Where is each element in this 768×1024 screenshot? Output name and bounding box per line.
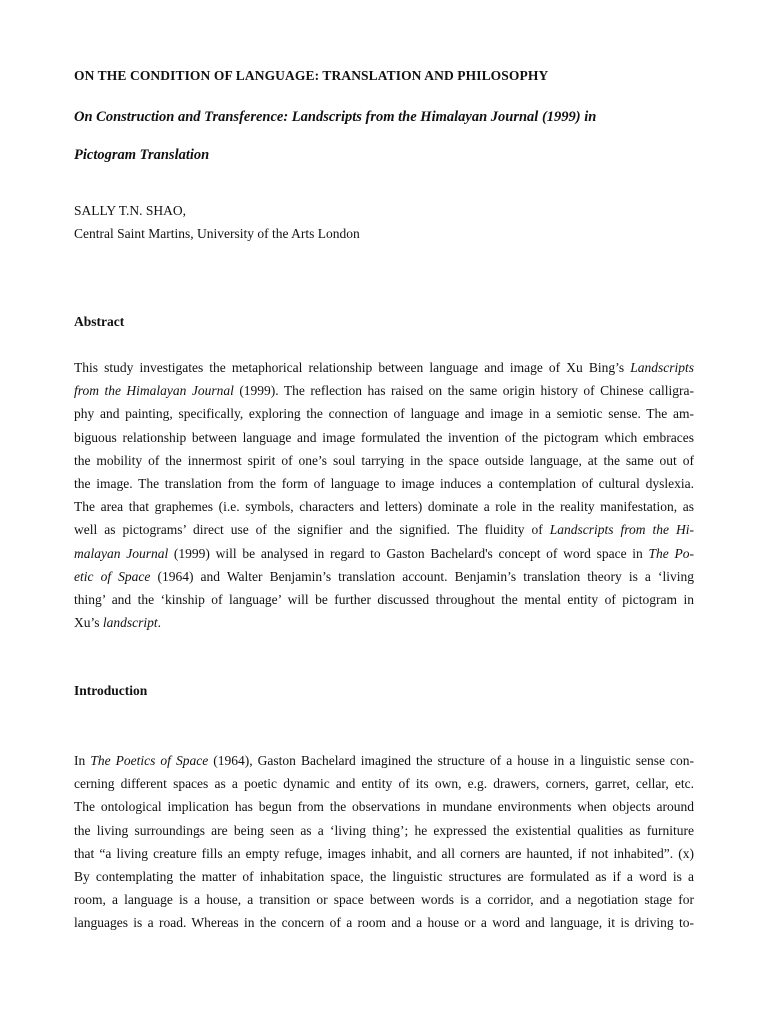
abstract-line: the mobility of the innermost spirit of one’s soul tarrying in the space outside language, at the same out of — [74, 452, 694, 468]
abstract-paragraph — [74, 356, 694, 634]
author-block — [74, 199, 360, 245]
intro-line: room, a language is a house, a transition or space between words is a corridor, and a negotiation stage for — [74, 892, 694, 908]
intro-line: the living surroundings are being seen as a ‘living thing’; he expressed the existential qualities as furniture — [74, 822, 694, 838]
abstract-line: This study investigates the metaphorical relationship between language and image of Xu Bing’s Landscripts — [74, 360, 694, 375]
intro-line: languages is a road. Whereas in the concern of a room and a house or a word and language, it is driving to- — [74, 915, 694, 931]
abstract-line: biguous relationship between language and image formulated the invention of the pictogram which embraces — [74, 429, 694, 445]
abstract-line: malayan Journal (1999) will be analysed in regard to Gaston Bachelard's concept of word space in The Po- — [74, 545, 694, 561]
abstract-line: from the Himalayan Journal (1999). The reflection has raised on the same origin history of Chinese calligra- — [74, 383, 694, 399]
paper-subtitle — [74, 98, 694, 174]
subtitle-line-1: On Construction and Transference: Landscripts from the Himalayan Journal (1999) in — [74, 109, 597, 125]
abstract-line: The area that graphemes (i.e. symbols, characters and letters) dominate a role in the reality manifestation, as — [74, 499, 694, 515]
intro-line: that “a living creature fills an empty refuge, images inhabit, and all corners are haunted, if not inhabited”. (x) — [74, 845, 694, 861]
subtitle-line-2: Pictogram Translation — [74, 147, 210, 163]
intro-line: By contemplating the matter of inhabitation space, the linguistic structures are formulated as if a word is a — [74, 869, 694, 885]
introduction-heading: Introduction — [74, 683, 148, 698]
abstract-line: thing’ and the ‘kinship of language’ will be further discussed throughout the mental entity of pictogram in — [74, 592, 694, 608]
abstract-line: the image. The translation from the form of language to image induces a contemplation of cultural dyslexia. — [74, 476, 694, 492]
section-title: ON THE CONDITION OF LANGUAGE: TRANSLATION AND PHILOSOPHY — [74, 68, 549, 83]
intro-line: cerning different spaces as a poetic dynamic and entity of its own, e.g. drawers, corners, garret, cellar, etc. — [74, 776, 694, 792]
introduction-paragraph — [74, 749, 694, 935]
abstract-heading: Abstract — [74, 314, 125, 329]
abstract-line: phy and painting, specifically, exploring the connection of language and image in a semiotic sense. The am- — [74, 406, 694, 422]
abstract-line: etic of Space (1964) and Walter Benjamin’s translation account. Benjamin’s translation theory is a ‘living — [74, 568, 694, 584]
abstract-line: Xu’s landscript. — [74, 615, 162, 631]
intro-line: The ontological implication has begun from the observations in mundane environments when objects around — [74, 799, 694, 815]
intro-line: In The Poetics of Space (1964), Gaston Bachelard imagined the structure of a house in a linguistic sense con- — [74, 753, 694, 768]
abstract-line: well as pictograms’ direct use of the signifier and the signified. The fluidity of Landscripts from the Hi- — [74, 522, 694, 538]
author-name: SALLY T.N. SHAO, — [74, 203, 187, 218]
author-affiliation: Central Saint Martins, University of the Arts London — [74, 226, 360, 241]
